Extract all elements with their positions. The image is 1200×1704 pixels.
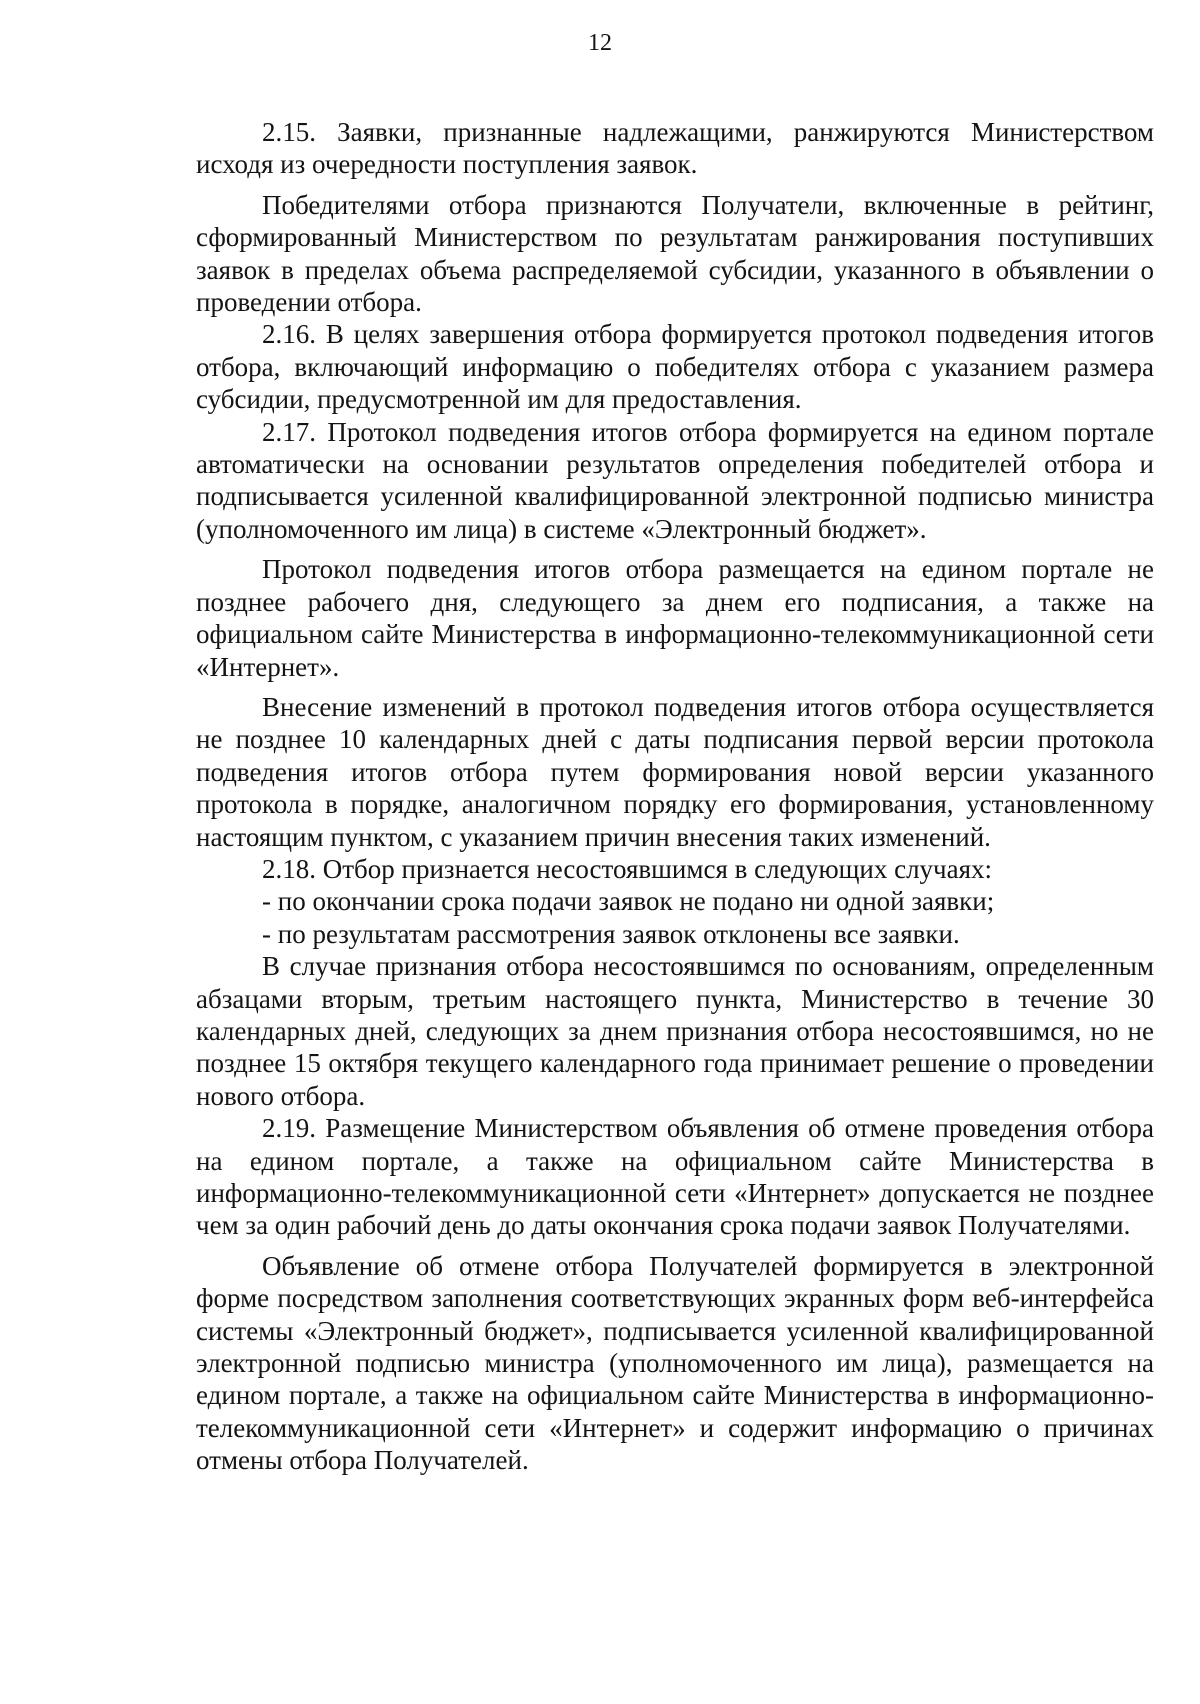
paragraph-protocol-placement: Протокол подведения итогов отбора размещается на едином портале не позднее рабочего дня, следующего за днем его подписания, а также на официальном сайте Министерства в информационно-телекоммуникационной сети «Интернет».	[196, 554, 1154, 682]
paragraph-2-16: 2.16. В целях завершения отбора формируется протокол подведения итогов отбора, включающий информацию о победителях отбора с указанием размера субсидии, предусмотренной им для предоставления.	[196, 319, 1154, 415]
page-number: 12	[588, 30, 612, 56]
paragraph-2-18: 2.18. Отбор признается несостоявшимся в следующих случаях:	[262, 853, 993, 884]
paragraph-protocol-changes: Внесение изменений в протокол подведения итогов отбора осуществляется не позднее 10 календарных дней с даты подписания первой версии протокола подведения итогов отбора путем формирования новой версии указанного протокола в порядке, аналогичном порядку его формирования, установленному настоящим пунктом, с указанием причин внесения таких изменений.	[196, 691, 1154, 852]
paragraph-2-19: 2.19. Размещение Министерством объявления об отмене проведения отбора на едином портале, а также на официальном сайте Министерства в информационно-телекоммуникационной сети «Интернет» допускается не позднее чем за один рабочий день до даты окончания срока подачи заявок Получателями.	[196, 1113, 1154, 1241]
paragraph-winners: Победителями отбора признаются Получатели, включенные в рейтинг, сформированный Министерством по результатам ранжирования поступивших заявок в пределах объема распределяемой субсидии, указанного в объявлении о проведении отбора.	[196, 189, 1154, 318]
document-body	[196, 116, 1154, 1477]
list-item-no-applications: - по окончании срока подачи заявок не подано ни одной заявки;	[262, 886, 995, 917]
paragraph-failed-selection: В случае признания отбора несостоявшимся по основаниям, определенным абзацами вторым, третьим настоящего пункта, Министерство в течение 30 календарных дней, следующих за днем признания отбора несостоявшимся, но не позднее 15 октября текущего календарного года принимает решение о проведении нового отбора.	[196, 951, 1154, 1111]
paragraph-cancellation-notice: Объявление об отмене отбора Получателей формируется в электронной форме посредством заполнения соответствующих экранных форм веб-интерфейса системы «Электронный бюджет», подписывается усиленной квалифицированной электронной подписью министра (уполномоченного им лица), размещается на едином портале, а также на официальном сайте Министерства в информационно-телекоммуникационной сети «Интернет» и содержит информацию о причинах отмены отбора Получателей.	[196, 1250, 1154, 1476]
paragraph-2-15: 2.15. Заявки, признанные надлежащими, ранжируются Министерством исходя из очередности поступления заявок.	[196, 117, 1154, 180]
list-item-all-rejected: - по результатам рассмотрения заявок отклонены все заявки.	[262, 918, 960, 949]
paragraph-2-17: 2.17. Протокол подведения итогов отбора формируется на едином портале автоматически на основании результатов определения победителей отбора и подписывается усиленной квалифицированной электронной подписью министра (уполномоченного им лица) в системе «Электронный бюджет».	[196, 416, 1154, 544]
